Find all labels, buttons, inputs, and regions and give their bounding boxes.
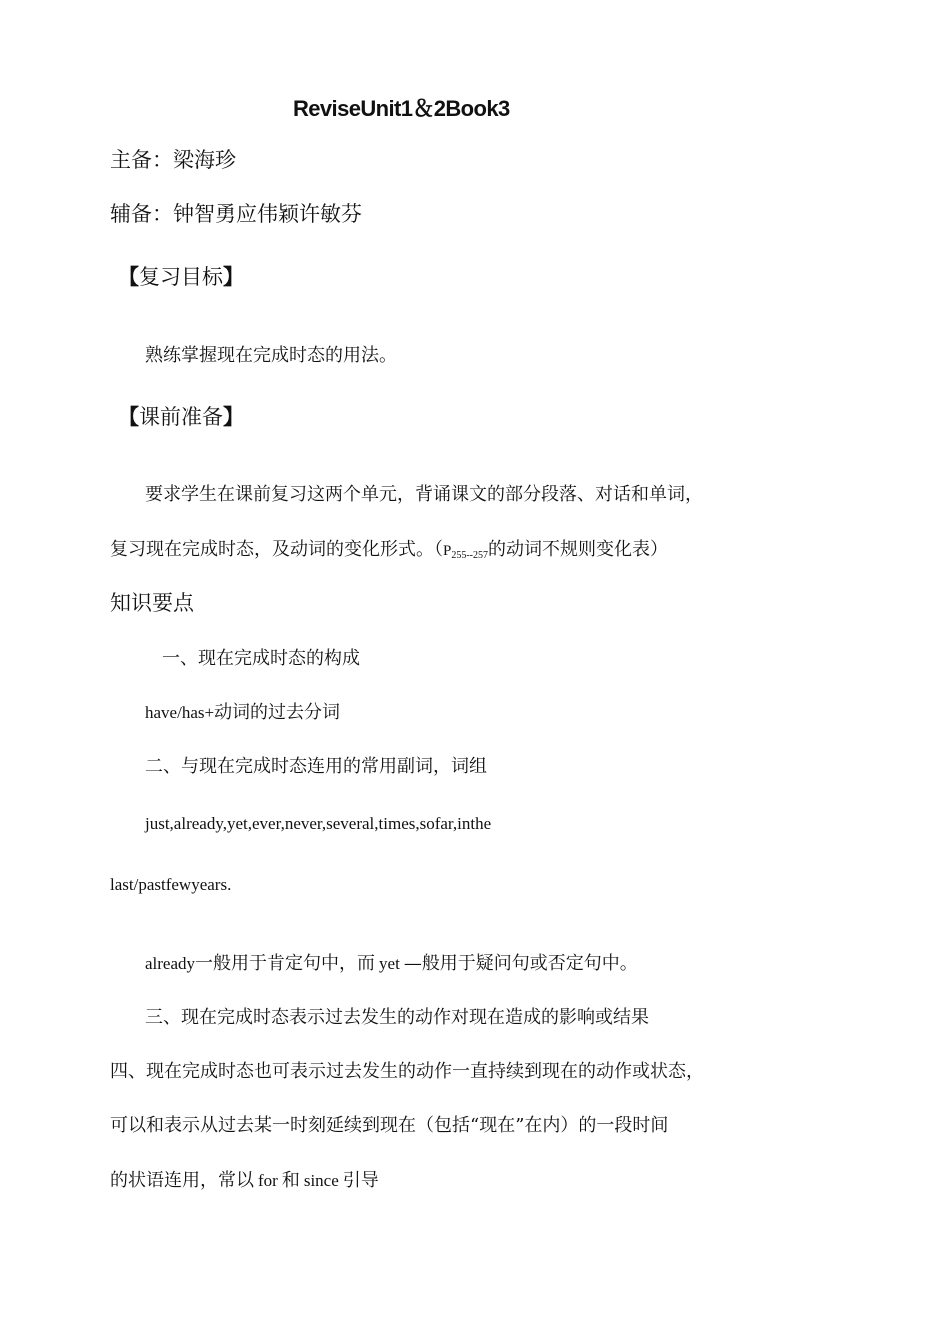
bracket-close: 】 [223,404,244,429]
note-already: already [145,954,196,973]
point1-formula-en: have/has+ [145,703,215,722]
page-ref-range: 255--257 [451,550,489,561]
note-end: —般用于疑问句或否定句中。 [403,953,638,974]
note-yet: yet [379,954,400,973]
bracket-open: 【 [118,264,139,289]
goal-text: 熟练掌握现在完成时态的用法。 [145,345,397,366]
point4-line3 [110,1172,379,1190]
section-heading-prep [118,406,244,428]
section-goal-label: 复习目标 [139,265,223,289]
point2-words-line1: just,already,yet,ever,never,several,times,sofar,inthe [145,814,492,833]
page-ref-p: P [443,543,452,559]
bracket-close: 】 [223,264,244,289]
prep-text-line2-end: 的动词不规则变化表） [488,539,669,560]
point4-line3-mid: 和 [281,1170,300,1191]
note-mid: 一般用于肯定句中，而 [195,953,376,974]
bracket-open: 【 [118,404,139,429]
section-heading-goal [118,266,244,288]
point4-since: since [303,1171,339,1190]
prep-text-line2 [110,541,668,561]
point2-words-line2: last/pastfewyears. [110,875,232,894]
document-title: ReviseUnit1＆2Book3 [293,96,510,121]
point4-line3-start: 的状语连用，常以 [110,1170,254,1191]
point1-formula-cn: 动词的过去分词 [214,702,341,723]
knowledge-heading: 知识要点 [110,591,194,615]
point4-line3-end: 引导 [342,1170,379,1191]
point2-title: 二、与现在完成时态连用的常用副词，词组 [145,756,487,777]
point4-line2: 可以和表示从过去某一时刻延续到现在（包括“现在”在内）的一段时间 [110,1115,669,1136]
section-prep-label: 课前准备 [139,405,223,429]
point1-formula [145,704,340,722]
point2-note [145,955,638,973]
point4-for: for [258,1171,278,1190]
assistant-preparers: 辅备：钟智勇应伟颖许敏芬 [110,202,362,226]
prep-text-line2-start: 复习现在完成时态，及动词的变化形式。（ [110,539,443,560]
prep-text-line1: 要求学生在课前复习这两个单元，背诵课文的部分段落、对话和单词， [145,484,703,505]
point1-title: 一、现在完成时态的构成 [162,648,360,669]
main-preparer: 主备：梁海珍 [110,148,236,172]
point3-title: 三、现在完成时态表示过去发生的动作对现在造成的影响或结果 [145,1007,649,1028]
point4-line1: 四、现在完成时态也可表示过去发生的动作一直持续到现在的动作或状态， [110,1061,704,1082]
